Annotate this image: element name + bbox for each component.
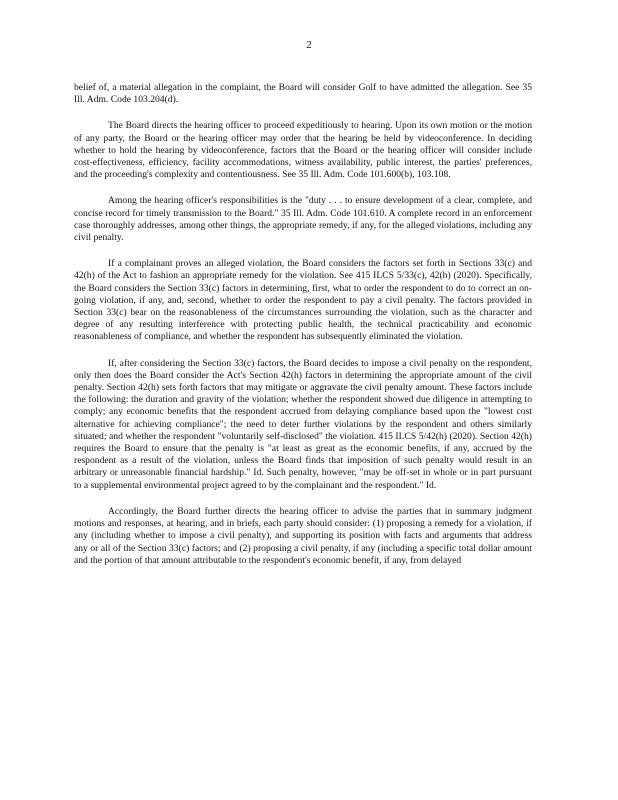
paragraph-section-33c: If a complainant proves an alleged violation, the Board considers the factors set forth in Sections 33(c) and 42(h) of the Act to fashion an appropriate remedy for the violation. See 415 ILCS 5/33(c), 42(h) (2020). Specifically, the Board considers the Section 33(c) factors in determining, first, what to order the respondent to do to correct an on-going violation, if any, and, second, whether to order the respondent to pay a civil penalty. The factors provided in Section 33(c) bear on the reasonableness of the circumstances surrounding the violation, such as the character and degree of any resulting interference with protecting public health, the technical practicability and economic reasonableness of compliance, and whether the respondent has subsequently eliminated the violation.	[74, 258, 532, 343]
paragraph-hearing-officer-duties: Among the hearing officer's responsibilities is the "duty . . . to ensure development of a clear, complete, and concise record for timely transmission to the Board." 35 Ill. Adm. Code 101.610. A complete record in an enforcement case thoroughly addresses, among other things, the appropriate remedy, if any, for the alleged violations, including any civil penalty.	[74, 195, 532, 244]
paragraph-videoconference: The Board directs the hearing officer to proceed expeditiously to hearing. Upon its own motion or the motion of any party, the Board or the hearing officer may order that the hearing be held by videoconference. In deciding whether to hold the hearing by videoconference, factors that the Board or the hearing officer will consider include cost-effectiveness, efficiency, facility accommodations, witness availability, public interest, the parties' preferences, and the proceeding's complexity and contentiousness. See 35 Ill. Adm. Code 101.600(b), 103.108.	[74, 120, 532, 181]
paragraph-section-42h: If, after considering the Section 33(c) factors, the Board decides to impose a civil penalty on the respondent, only then does the Board consider the Act's Section 42(h) factors in determining the appropriate amount of the civil penalty. Section 42(h) sets forth factors that may mitigate or aggravate the civil penalty amount. These factors include the following: the duration and gravity of the violation; whether the respondent showed due diligence in attempting to comply; any economic benefits that the respondent accrued from delaying compliance based upon the "lowest cost alternative for achieving compliance"; the need to deter further violations by the respondent and others similarly situated; and whether the respondent "voluntarily self-disclosed" the violation. 415 ILCS 5/42(h) (2020). Section 42(h) requires the Board to ensure that the penalty is "at least as great as the economic benefits, if any, accrued by the respondent as a result of the violation, unless the Board finds that imposition of such penalty would result in an arbitrary or unreasonable financial hardship." Id. Such penalty, however, "may be off-set in whole or in part pursuant to a supplemental environmental project agreed to by the complainant and the respondent." Id.	[74, 357, 532, 491]
paragraph-remedy-proposals: Accordingly, the Board further directs the hearing officer to advise the parties that in summary judgment motions and responses, at hearing, and in briefs, each party should consider: (1) proposing a remedy for a violation, if any (including whether to impose a civil penalty), and supporting its position with facts and arguments that address any or all of the Section 33(c) factors; and (2) proposing a civil penalty, if any (including a specific total dollar amount and the portion of that amount attributable to the respondent's economic benefit, if any, from delayed	[74, 505, 532, 566]
page-number: 2	[306, 39, 312, 51]
body-text	[74, 82, 532, 581]
paragraph-continuation: belief of, a material allegation in the complaint, the Board will consider Golf to have admitted the allegation. See 35 Ill. Adm. Code 103.204(d).	[74, 82, 532, 106]
